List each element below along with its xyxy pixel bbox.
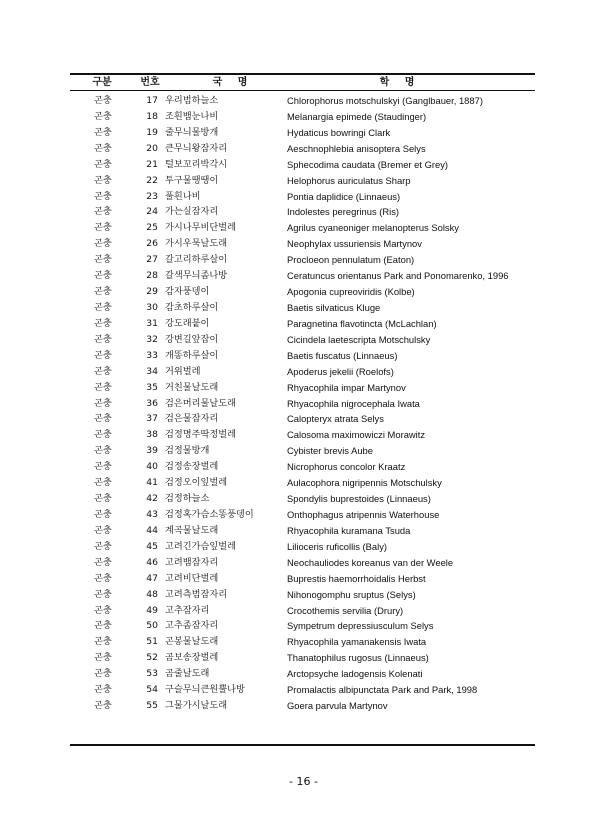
cell-scientific-name: Calosoma maximowiczi Morawitz [287, 429, 426, 441]
cell-scientific-name: Nicrophorus concolor Kraatz [287, 461, 406, 473]
cell-category: 곤충 [94, 110, 112, 122]
cell-number: 39 [146, 445, 158, 457]
cell-number: 20 [146, 142, 158, 154]
cell-number: 28 [146, 270, 158, 282]
cell-korean-name: 곤봉물날도래 [165, 636, 219, 648]
cell-scientific-name: Melanargia epimede (Staudinger) [287, 110, 427, 122]
cell-number: 54 [146, 684, 158, 696]
table-row [0, 634, 607, 650]
cell-number: 25 [146, 222, 158, 234]
cell-number: 47 [146, 572, 158, 584]
cell-scientific-name: Chlorophorus motschulskyi (Ganglbauer, 1887) [287, 95, 483, 106]
cell-category: 곤충 [94, 572, 112, 584]
cell-scientific-name: Hydaticus bowringi Clark [287, 126, 391, 138]
cell-number: 35 [146, 381, 158, 393]
table-bottom-rule [70, 744, 535, 746]
table-row [0, 109, 607, 125]
cell-korean-name: 가는실잠자리 [165, 206, 219, 218]
species-table-body [0, 93, 607, 714]
table-row [0, 316, 607, 332]
cell-korean-name: 개똥하루살이 [165, 349, 219, 361]
cell-scientific-name: Goera parvula Martynov [287, 700, 388, 712]
cell-korean-name: 고추잠자리 [165, 604, 210, 616]
table-row [0, 189, 607, 205]
cell-number: 52 [146, 652, 158, 664]
cell-korean-name: 고려뱀잠자리 [165, 556, 219, 568]
cell-korean-name: 거친물날도래 [165, 381, 219, 393]
cell-number: 34 [146, 365, 158, 377]
cell-category: 곤충 [94, 126, 112, 138]
table-row [0, 300, 607, 316]
cell-category: 곤충 [94, 238, 112, 250]
table-row [0, 396, 607, 412]
cell-category: 곤충 [94, 190, 112, 202]
cell-korean-name: 계곡물날도래 [165, 524, 219, 536]
cell-number: 32 [146, 333, 158, 345]
cell-category: 곤충 [94, 540, 112, 552]
cell-number: 41 [146, 477, 158, 489]
cell-korean-name: 우리범하늘소 [165, 95, 219, 106]
cell-category: 곤충 [94, 397, 112, 409]
cell-category: 곤충 [94, 254, 112, 266]
cell-number: 31 [146, 317, 158, 329]
table-row [0, 348, 607, 364]
cell-korean-name: 검정혹가슴소똥풍뎅이 [165, 508, 254, 520]
cell-number: 43 [146, 508, 158, 520]
cell-number: 49 [146, 604, 158, 616]
cell-korean-name: 검정하늘소 [165, 493, 210, 505]
cell-category: 곤충 [94, 445, 112, 457]
cell-korean-name: 투구물땡땡이 [165, 174, 219, 186]
table-row [0, 284, 607, 300]
cell-korean-name: 가시나무비단벌레 [165, 222, 237, 234]
cell-scientific-name: Calopteryx atrata Selys [287, 413, 384, 425]
cell-scientific-name: Rhyacophila nigrocephala Iwata [287, 397, 420, 409]
cell-korean-name: 그물가시날도래 [165, 700, 228, 712]
cell-category: 곤충 [94, 508, 112, 520]
cell-scientific-name: Pontia daplidice (Linnaeus) [287, 190, 401, 202]
cell-scientific-name: Onthophagus atripennis Waterhouse [287, 508, 440, 520]
header-korean-name: 국 명 [212, 77, 254, 88]
cell-scientific-name: Arctopsyche ladogensis Kolenati [287, 668, 423, 680]
page-number: - 16 - [289, 775, 318, 788]
cell-korean-name: 고려비단벌레 [165, 572, 219, 584]
cell-korean-name: 고려측범잠자리 [165, 588, 228, 600]
cell-korean-name: 감초하루살이 [165, 301, 219, 313]
cell-korean-name: 검정송장벌레 [165, 461, 219, 473]
cell-number: 55 [146, 700, 158, 712]
cell-korean-name: 감자풍뎅이 [165, 286, 210, 298]
cell-number: 22 [146, 174, 158, 186]
cell-category: 곤충 [94, 206, 112, 218]
cell-korean-name: 고추좀잠자리 [165, 620, 219, 632]
cell-scientific-name: Rhyacophila kuramana Tsuda [287, 524, 411, 536]
cell-category: 곤충 [94, 636, 112, 648]
cell-category: 곤충 [94, 604, 112, 616]
table-row [0, 252, 607, 268]
cell-scientific-name: Apogonia cupreoviridis (Kolbe) [287, 286, 415, 298]
cell-scientific-name: Agrilus cyaneoniger melanopterus Solsky [287, 222, 459, 234]
cell-korean-name: 검은머리물날도래 [165, 397, 237, 409]
cell-korean-name: 큰무늬왕잠자리 [165, 142, 228, 154]
cell-korean-name: 곰줄날도래 [165, 668, 210, 680]
cell-scientific-name: Aeschnophlebia anisoptera Selys [287, 142, 426, 154]
cell-korean-name: 갈고리하루살이 [165, 254, 228, 266]
cell-category: 곤충 [94, 95, 112, 106]
cell-scientific-name: Paragnetina flavotincta (McLachlan) [287, 317, 437, 329]
cell-number: 44 [146, 524, 158, 536]
cell-scientific-name: Indolestes peregrinus (Ris) [287, 206, 400, 218]
table-row [0, 364, 607, 380]
cell-korean-name: 갈색무늬좀나방 [165, 270, 228, 282]
table-row [0, 618, 607, 634]
table-row [0, 539, 607, 555]
cell-scientific-name: Spondylis buprestoides (Linnaeus) [287, 493, 431, 505]
cell-number: 50 [146, 620, 158, 632]
cell-number: 30 [146, 301, 158, 313]
cell-korean-name: 구슬무늬큰원뿔나방 [165, 684, 245, 696]
cell-category: 곤충 [94, 158, 112, 170]
cell-category: 곤충 [94, 668, 112, 680]
table-row [0, 666, 607, 682]
table-row [0, 411, 607, 427]
table-row [0, 332, 607, 348]
cell-number: 33 [146, 349, 158, 361]
table-row [0, 491, 607, 507]
cell-number: 24 [146, 206, 158, 218]
cell-korean-name: 검정명주딱정벌레 [165, 429, 237, 441]
table-row [0, 459, 607, 475]
table-row [0, 555, 607, 571]
cell-number: 51 [146, 636, 158, 648]
cell-scientific-name: Sympetrum depressiusculum Selys [287, 620, 434, 632]
cell-number: 36 [146, 397, 158, 409]
table-row [0, 268, 607, 284]
cell-category: 곤충 [94, 381, 112, 393]
table-row [0, 571, 607, 587]
table-row [0, 587, 607, 603]
table-row [0, 236, 607, 252]
cell-korean-name: 검정물방개 [165, 445, 210, 457]
table-row [0, 204, 607, 220]
table-row [0, 220, 607, 236]
cell-scientific-name: Lilioceris ruficollis (Baly) [287, 540, 388, 552]
cell-korean-name: 검은물잠자리 [165, 413, 219, 425]
cell-scientific-name: Promalactis albipunctata Park and Park, 1998 [287, 684, 478, 696]
cell-number: 19 [146, 126, 158, 138]
cell-category: 곤충 [94, 142, 112, 154]
cell-scientific-name: Thanatophilus rugosus (Linnaeus) [287, 652, 429, 664]
cell-scientific-name: Buprestis haemorrhoidalis Herbst [287, 572, 426, 584]
table-row [0, 603, 607, 619]
cell-category: 곤충 [94, 477, 112, 489]
cell-number: 46 [146, 556, 158, 568]
table-row [0, 157, 607, 173]
cell-korean-name: 가시우묵날도래 [165, 238, 228, 250]
cell-number: 23 [146, 190, 158, 202]
cell-scientific-name: Rhyacophila impar Martynov [287, 381, 406, 393]
table-row [0, 173, 607, 189]
table-row [0, 427, 607, 443]
cell-scientific-name: Crocothemis servilia (Drury) [287, 604, 404, 616]
cell-number: 37 [146, 413, 158, 425]
cell-korean-name: 고려긴가슴잎벌레 [165, 540, 237, 552]
cell-scientific-name: Apoderus jekelii (Roelofs) [287, 365, 394, 377]
cell-category: 곤충 [94, 333, 112, 345]
cell-scientific-name: Aulacophora nigripennis Motschulsky [287, 477, 442, 489]
cell-scientific-name: Nihonogomphu sruptus (Selys) [287, 588, 416, 600]
cell-category: 곤충 [94, 461, 112, 473]
header-category: 구분 [92, 77, 112, 88]
cell-scientific-name: Procloeon pennulatum (Eaton) [287, 254, 415, 266]
cell-category: 곤충 [94, 222, 112, 234]
cell-category: 곤충 [94, 620, 112, 632]
cell-category: 곤충 [94, 429, 112, 441]
cell-korean-name: 풀흰나비 [165, 190, 201, 202]
table-row [0, 380, 607, 396]
cell-category: 곤충 [94, 317, 112, 329]
cell-category: 곤충 [94, 700, 112, 712]
table-row [0, 507, 607, 523]
cell-number: 17 [146, 95, 158, 106]
header-scientific-name: 학 명 [379, 77, 421, 88]
cell-scientific-name: Sphecodima caudata (Bremer et Grey) [287, 158, 449, 170]
cell-scientific-name: Baetis fuscatus (Linnaeus) [287, 349, 398, 361]
table-row [0, 523, 607, 539]
cell-category: 곤충 [94, 301, 112, 313]
cell-scientific-name: Ceratuncus orientanus Park and Ponomarenko, 1996 [287, 270, 509, 282]
cell-scientific-name: Cicindela laetescripta Motschulsky [287, 333, 431, 345]
table-row [0, 475, 607, 491]
cell-category: 곤충 [94, 174, 112, 186]
table-row [0, 650, 607, 666]
cell-scientific-name: Cybister brevis Aube [287, 445, 373, 457]
cell-korean-name: 조흰뱀눈나비 [165, 110, 219, 122]
cell-number: 48 [146, 588, 158, 600]
cell-category: 곤충 [94, 413, 112, 425]
cell-category: 곤충 [94, 349, 112, 361]
cell-scientific-name: Helophorus auriculatus Sharp [287, 174, 411, 186]
cell-number: 27 [146, 254, 158, 266]
cell-category: 곤충 [94, 365, 112, 377]
cell-scientific-name: Rhyacophila yamanakensis Iwata [287, 636, 427, 648]
table-row [0, 698, 607, 714]
table-top-rule [70, 73, 535, 75]
cell-scientific-name: Neophylax ussuriensis Martynov [287, 238, 422, 250]
table-row [0, 93, 607, 109]
cell-korean-name: 검정오이잎벌레 [165, 477, 228, 489]
cell-korean-name: 강도래붙이 [165, 317, 210, 329]
cell-category: 곤충 [94, 684, 112, 696]
cell-category: 곤충 [94, 524, 112, 536]
cell-number: 29 [146, 286, 158, 298]
table-row [0, 682, 607, 698]
table-row [0, 443, 607, 459]
cell-scientific-name: Neochauliodes koreanus van der Weele [287, 556, 454, 568]
cell-korean-name: 거위벌레 [165, 365, 201, 377]
cell-category: 곤충 [94, 493, 112, 505]
header-number: 번호 [140, 77, 160, 88]
cell-category: 곤충 [94, 270, 112, 282]
cell-number: 42 [146, 493, 158, 505]
cell-scientific-name: Baetis silvaticus Kluge [287, 301, 381, 313]
cell-korean-name: 줄무늬물방개 [165, 126, 219, 138]
table-row [0, 141, 607, 157]
cell-category: 곤충 [94, 588, 112, 600]
table-header-rule [70, 90, 535, 91]
table-row [0, 125, 607, 141]
cell-number: 26 [146, 238, 158, 250]
cell-number: 18 [146, 110, 158, 122]
cell-korean-name: 강변길앞잡이 [165, 333, 219, 345]
cell-korean-name: 털보꼬리박각시 [165, 158, 228, 170]
cell-category: 곤충 [94, 652, 112, 664]
cell-number: 53 [146, 668, 158, 680]
cell-korean-name: 곰보송장벌레 [165, 652, 219, 664]
cell-number: 38 [146, 429, 158, 441]
cell-number: 45 [146, 540, 158, 552]
cell-number: 21 [146, 158, 158, 170]
cell-category: 곤충 [94, 286, 112, 298]
cell-category: 곤충 [94, 556, 112, 568]
cell-number: 40 [146, 461, 158, 473]
